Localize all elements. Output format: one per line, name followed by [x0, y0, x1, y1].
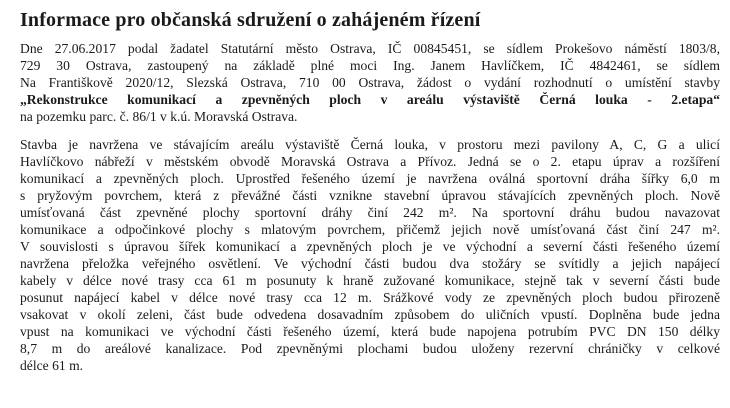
paragraph2-line: vsakovat v okolí zeleni, část bude odvedena dosavadním způsobem do uličních vpustí. Doplněna bude jedna — [20, 307, 720, 322]
paragraph2-line: V souvislosti s úpravou šířek komunikací a zpevněných ploch je ve východní a severní části řešeného území — [20, 239, 720, 254]
paragraph1-line: Dne 27.06.2017 podal žadatel Statutární město Ostrava, IČ 00845451, se sídlem Prokešovo náměstí 1803/8, — [20, 41, 720, 56]
paragraph2-line: 8,7 m do areálové kanalizace. Pod zpevněnými plochami budou uloženy rezervní chráničky v celkové — [20, 341, 720, 356]
paragraph1-line: na pozemku parc. č. 86/1 v k.ú. Moravská Ostrava. — [20, 109, 298, 124]
paragraph2-line: Havlíčkovo nábřeží v městském obvodě Moravská Ostrava a Přívoz. Jedná se o 2. etapu úprav a rozšíření — [20, 154, 720, 169]
paragraph2-line: kabely v délce nové trasy cca 61 m posunuty k hraně zužované komunikace, stejně tak v severní části bude — [20, 273, 720, 288]
paragraph2-line: délce 61 m. — [20, 358, 84, 373]
project-name: „Rekonstrukce komunikací a zpevněných ploch v areálu výstaviště Černá louka - 2.etapa“ — [20, 92, 720, 107]
paragraph2-line: navržena přeložka veřejného osvětlení. Ve východní části budou dva stožáry se svítidly a jejich napájecí — [20, 256, 720, 271]
paragraph2-line: vpust na komunikaci ve východní části řešeného území, která bude napojena potrubím PVC DN 150 délky — [20, 324, 720, 339]
document-title: Informace pro občanská sdružení o zahájeném řízení — [20, 9, 481, 31]
paragraph2-line: komunikací a zpevněných ploch. Uprostřed řešeného území je navržena oválná sportovní dráha šířky 6,0 m — [20, 171, 720, 186]
paragraph2-line: posunut napájecí kabel v délce nové trasy cca 12 m. Srážkové vody ze zpevněných ploch budou přirozeně — [20, 290, 720, 305]
paragraph1-line: Na Františkově 2020/12, Slezská Ostrava, 710 00 Ostrava, žádost o vydání rozhodnutí o umístění stavby — [20, 75, 720, 90]
paragraph2-line: Stavba je navržena ve stávajícím areálu výstaviště Černá louka, v prostoru mezi pavilony A, C, G a ulicí — [20, 137, 720, 152]
paragraph1-line: 729 30 Ostrava, zastoupený na základě plné moci Ing. Janem Havlíčkem, IČ 4842461, se sídlem — [20, 58, 720, 73]
paragraph2-line: s pryžovým povrchem, která z převážné části vznikne stavební úpravou stávajících zpevněných ploch. Nově — [20, 188, 720, 203]
paragraph2-line: umísťovaná část zpevněné plochy sportovní dráhy činí 242 m². Na sportovní dráhu budou navazovat — [20, 205, 720, 220]
paragraph2-line: komunikace a odpočinkové plochy s mlatovým povrchem, přičemž jejich nově umísťovaná část činí 247 m². — [20, 222, 720, 237]
